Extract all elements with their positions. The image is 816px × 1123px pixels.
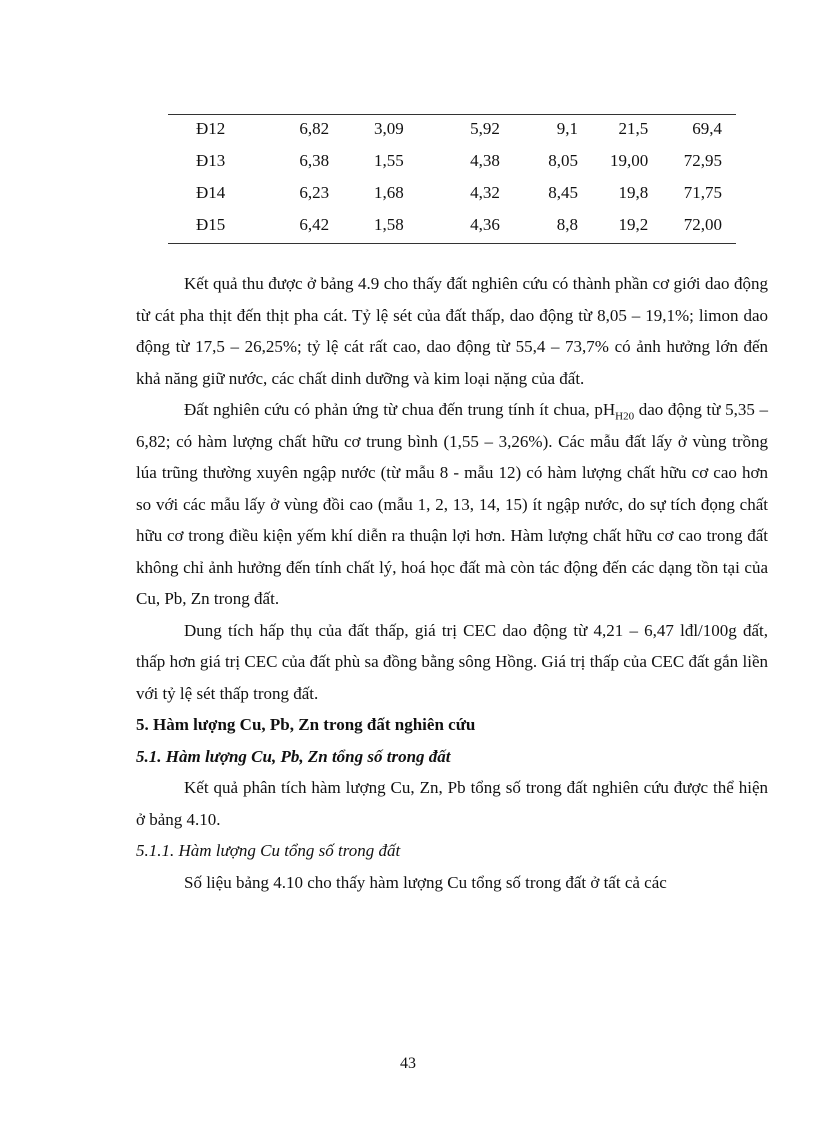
table-cell: 4,36 [470, 215, 500, 234]
table-cell: 21,5 [618, 119, 649, 138]
table-cell: 8,8 [556, 215, 579, 234]
table-cell: 71,75 [683, 183, 722, 202]
ph-subscript: H20 [615, 410, 635, 423]
section-heading-5: 5. Hàm lượng Cu, Pb, Zn trong đất nghiên cứu [136, 715, 476, 734]
table-cell: 6,23 [299, 183, 330, 202]
section-heading-5-1-1: 5.1.1. Hàm lượng Cu tổng số trong đất [136, 841, 401, 860]
paragraph-cu-total: Số liệu bảng 4.10 cho thấy hàm lượng Cu tổng số trong đất ở tất cả các [184, 872, 667, 892]
table-cell: 6,42 [299, 215, 330, 234]
table-cell: 69,4 [692, 119, 722, 138]
table-cell: 1,68 [374, 183, 404, 202]
sample-id-cell: Đ15 [196, 215, 226, 234]
table-row [168, 177, 736, 209]
table-bottom-rule [168, 243, 736, 244]
paragraph-soil-texture: Kết quả thu được ở bảng 4.9 cho thấy đất nghiên cứu có thành phần cơ giới dao động từ cát pha thịt đến thịt pha cát. Tỷ lệ sét của đất thấp, dao động từ 8,05 – 19,1%; limon dao động từ 17,5 – 26,25%; tỷ lệ cát rất cao, dao động từ 55,4 – 73,7% có ảnh hưởng lớn đến khả năng giữ nước, các chất dinh dưỡng và kim loại nặng của đất. [136, 274, 768, 388]
table-cell: 8,05 [548, 151, 579, 170]
table-cell: 72,95 [683, 151, 722, 170]
soil-data-table [168, 113, 736, 241]
table-row [168, 113, 736, 145]
table-cell: 1,58 [374, 215, 404, 234]
table-cell: 6,38 [299, 151, 330, 170]
table-cell: 8,45 [548, 183, 579, 202]
table-cell: 19,00 [609, 151, 649, 170]
table-row [168, 209, 736, 241]
sample-id-cell: Đ13 [196, 151, 226, 170]
table-cell: 6,82 [299, 119, 330, 138]
paragraph-results-intro: Kết quả phân tích hàm lượng Cu, Zn, Pb tổng số trong đất nghiên cứu được thể hiện ở bảng 4.10. [136, 778, 768, 829]
sample-id-cell: Đ12 [196, 119, 226, 138]
paragraph-soil-reaction [136, 394, 768, 615]
table-cell: 5,92 [470, 119, 500, 138]
table-cell: 19,2 [618, 215, 649, 234]
table-cell: 9,1 [556, 119, 579, 138]
table-cell: 4,32 [470, 183, 500, 202]
sample-id-cell: Đ14 [196, 183, 226, 202]
table-cell: 72,00 [683, 215, 722, 234]
paragraph-cec: Dung tích hấp thụ của đất thấp, giá trị CEC dao động từ 4,21 – 6,47 lđl/100g đất, thấp hơn giá trị CEC của đất phù sa đồng bằng sông Hồng. Giá trị thấp của CEC đất gắn liền với tỷ lệ sét thấp trong đất. [136, 620, 768, 703]
section-heading-5-1: 5.1. Hàm lượng Cu, Pb, Zn tổng số trong đất [136, 746, 451, 766]
table-cell: 4,38 [470, 151, 500, 170]
table-row [168, 145, 736, 177]
paragraph-soil-reaction-start: Đất nghiên cứu có phản ứng từ chua đến trung tính ít chua, pH [184, 400, 616, 419]
page-number: 43 [400, 1055, 416, 1072]
paragraph-soil-reaction-rest: dao động từ 5,35 – 6,82; có hàm lượng chất hữu cơ trung bình (1,55 – 3,26%). Các mẫu đất lấy ở vùng trồng lúa trũng thường xuyên ngập nước (từ mẫu 8 - mẫu 12) có hàm lượng chất hữu cơ cao hơn so với các mẫu lấy ở vùng đồi cao (mẫu 1, 2, 13, 14, 15) ít ngập nước, do sự tích đọng chất hữu cơ trong điều kiện yếm khí diễn ra thuận lợi hơn. Hàm lượng chất hữu cơ cao trong đất không chỉ ảnh hưởng đến tính chất lý, hoá học đất mà còn tác động đến các dạng tồn tại của Cu, Pb, Zn trong đất. [136, 400, 768, 608]
table-cell: 1,55 [374, 151, 404, 170]
body-text [136, 268, 768, 898]
table-cell: 19,8 [618, 183, 649, 202]
table-cell: 3,09 [374, 119, 404, 138]
